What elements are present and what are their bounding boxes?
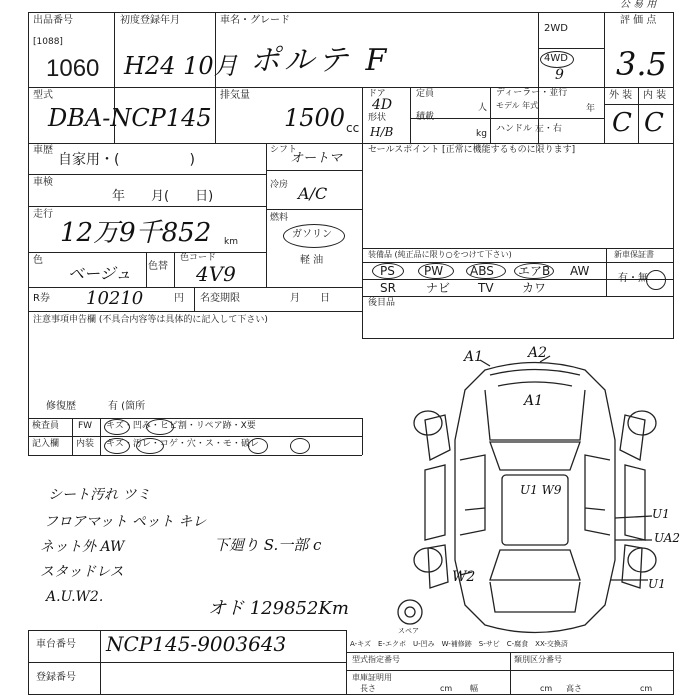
top-right-mark: 公 易 用 bbox=[620, 0, 657, 10]
int-scratch-circle bbox=[104, 438, 130, 454]
int-defects: キズ・汚レ・コゲ・穴・ス・モ・破レ bbox=[106, 439, 259, 449]
equip-abs-circle bbox=[466, 263, 506, 279]
doors-value: 4D bbox=[372, 97, 393, 113]
capacity-label: 定員 bbox=[416, 89, 435, 99]
note-line-1: シート汚れ ツミ bbox=[48, 487, 151, 503]
warranty-value: 有・無 bbox=[618, 273, 648, 284]
color-change-label: 色替 bbox=[148, 261, 168, 272]
equip-navi: ナビ bbox=[426, 281, 451, 295]
equipment-label: 装備品 (純正品に限り○をつけて下さい) bbox=[368, 250, 512, 259]
type-value: DBA-NCP145 bbox=[48, 104, 212, 132]
fuel-label: 燃料 bbox=[270, 213, 289, 223]
fw-scratch-circle bbox=[104, 419, 130, 435]
int-s-circle bbox=[248, 438, 268, 454]
model-grade-label: 車名・グレード bbox=[220, 15, 290, 26]
height-label: 高さ bbox=[566, 684, 582, 693]
sales-point-label: セールスポイント [正常に機能するものに限ります] bbox=[368, 145, 576, 155]
rule bbox=[362, 338, 674, 339]
doors-label: ドア bbox=[368, 89, 386, 99]
chassis-value: NCP145-9003643 bbox=[106, 632, 287, 656]
rule bbox=[28, 630, 29, 694]
shape-value: H/B bbox=[370, 125, 394, 139]
rule bbox=[673, 652, 674, 694]
note-line-3: ネット外 AW bbox=[40, 539, 125, 555]
lot-label: 出品番号 bbox=[33, 15, 73, 26]
mark-u1-right-door: U1 bbox=[652, 507, 670, 521]
mark-a1-front: A1 bbox=[464, 349, 484, 365]
reg-date-label: 初度登録年月 bbox=[120, 15, 180, 26]
handle-label: ハンドル 左・右 bbox=[496, 124, 562, 134]
rule bbox=[266, 143, 267, 287]
spare-label: スペア bbox=[398, 627, 419, 635]
note-undercarriage: 下廻り S.一部 c bbox=[214, 536, 322, 554]
capacity-unit: 人 bbox=[478, 103, 488, 113]
inspector-label-1: 検査員 bbox=[32, 421, 60, 431]
height-unit: cm bbox=[640, 684, 653, 693]
shift-value: オートマ bbox=[290, 151, 343, 166]
score-value: 3.5 bbox=[616, 45, 667, 83]
rule bbox=[28, 455, 362, 456]
rule bbox=[28, 662, 346, 663]
equip-tv: TV bbox=[478, 281, 494, 295]
equip-sr: SR bbox=[380, 281, 396, 295]
rule bbox=[28, 174, 266, 175]
rule bbox=[606, 248, 607, 296]
equip-ps-circle bbox=[372, 263, 404, 279]
warranty-circle bbox=[646, 270, 666, 290]
rule bbox=[28, 694, 674, 695]
mark-ua2-right: UA2 bbox=[654, 531, 681, 545]
rule bbox=[100, 630, 101, 694]
category-value: 自家用・( ) bbox=[58, 152, 195, 168]
shift-label: シフト bbox=[270, 145, 298, 155]
recycle-value: 10210 bbox=[86, 288, 144, 309]
rule bbox=[28, 12, 674, 13]
repair-value: 有 (箇所 bbox=[108, 401, 146, 412]
ac-value: A/C bbox=[298, 184, 328, 203]
rule bbox=[346, 630, 347, 694]
equip-airbag-circle bbox=[514, 263, 554, 279]
equip-leather: カワ bbox=[522, 281, 547, 295]
note-line-5: A.U.W2. bbox=[46, 589, 104, 605]
displacement-unit: cc bbox=[346, 121, 360, 135]
shape-label: 形状 bbox=[368, 113, 387, 123]
lot-code: [1088] bbox=[33, 37, 63, 47]
drive-value: 9 bbox=[555, 67, 564, 83]
color-label: 色 bbox=[33, 255, 43, 266]
dealer-label: ディーラー・並行 bbox=[496, 88, 568, 98]
mileage-label: 走行 bbox=[33, 209, 53, 220]
int-dirt-circle bbox=[136, 438, 164, 454]
mark-a1-hood: A1 bbox=[524, 393, 544, 409]
drive-2wd: 2WD bbox=[544, 23, 568, 34]
displacement-label: 排気量 bbox=[220, 90, 250, 101]
equip-pw: PW bbox=[424, 264, 444, 278]
load-unit: kg bbox=[476, 129, 487, 139]
category-label: 車歴 bbox=[33, 145, 53, 156]
equip-pw-circle bbox=[418, 263, 454, 279]
rule bbox=[28, 436, 362, 437]
rule bbox=[28, 311, 362, 312]
rule bbox=[604, 12, 605, 143]
mileage-unit: km bbox=[224, 237, 238, 247]
int-row-label: 内装 bbox=[76, 439, 95, 449]
rule bbox=[538, 48, 604, 49]
equip-airbag: エアB bbox=[518, 264, 551, 278]
int-m-circle bbox=[290, 438, 310, 454]
defect-legend: A-キズ E-エクボ U-凹み W-補修跡 S-サビ C-腐食 XX-交換済 bbox=[350, 640, 568, 648]
rule bbox=[490, 87, 491, 143]
lot-number: 1060 bbox=[46, 55, 100, 82]
note-line-2: フロアマット ペット キレ bbox=[44, 514, 207, 530]
registration-label: 登録番号 bbox=[36, 672, 76, 683]
color-code-value: 4V9 bbox=[196, 262, 236, 286]
equip-aw: AW bbox=[570, 264, 590, 278]
rule bbox=[28, 87, 674, 88]
exterior-label: 外 装 bbox=[609, 90, 633, 101]
note-line-4: スタッドレス bbox=[40, 564, 124, 580]
rule bbox=[100, 418, 101, 455]
displacement-value: 1500 bbox=[284, 104, 346, 132]
fw-label: FW bbox=[78, 421, 93, 431]
garage-label: 車庫証明用 bbox=[352, 673, 392, 682]
fw-defects: キズ・凹み・ヒビ割・リペア跡・X要 bbox=[106, 421, 256, 431]
equip-ps: PS bbox=[380, 264, 395, 278]
rule bbox=[266, 170, 362, 171]
rule bbox=[28, 418, 362, 419]
length-unit: cm bbox=[440, 684, 453, 693]
ac-label: 冷房 bbox=[270, 180, 289, 190]
year-unit: 年 bbox=[586, 104, 596, 114]
rule bbox=[410, 118, 604, 119]
score-label: 評 価 点 bbox=[620, 15, 657, 26]
inspection-label: 車検 bbox=[33, 177, 53, 188]
rule bbox=[28, 12, 29, 455]
rule bbox=[174, 252, 175, 287]
color-value: ベージュ bbox=[68, 264, 132, 283]
rule bbox=[638, 87, 639, 143]
inspection-value: 年 月( 日) bbox=[112, 189, 214, 204]
rule bbox=[72, 418, 73, 455]
name-change-value: 月 日 bbox=[290, 293, 330, 304]
fuel-diesel: 軽 油 bbox=[300, 255, 324, 266]
model-year-label: モデル 年式 bbox=[496, 101, 539, 110]
model-grade-value: ポルテ F bbox=[250, 43, 391, 78]
drive-4wd: 4WD bbox=[544, 53, 568, 64]
mileage-value: 12万9千852 bbox=[60, 218, 212, 248]
mark-w2-rear: W2 bbox=[452, 569, 476, 585]
rule bbox=[28, 143, 674, 144]
load-label: 積載 bbox=[416, 112, 435, 122]
type-label: 型式 bbox=[33, 90, 53, 101]
rule bbox=[362, 418, 363, 455]
mark-u1w9-roof: U1 W9 bbox=[520, 483, 562, 497]
notes-label: 注意事項申告欄 (不具合内容等は具体的に記入して下さい) bbox=[33, 315, 268, 325]
equip-abs: ABS bbox=[470, 264, 494, 278]
name-change-label: 名変期限 bbox=[200, 293, 240, 304]
rule bbox=[410, 87, 411, 143]
recycle-label: R券 bbox=[33, 293, 50, 304]
rule bbox=[673, 12, 674, 338]
recycle-unit: 円 bbox=[174, 293, 184, 304]
rule bbox=[266, 209, 362, 210]
rule bbox=[362, 87, 363, 338]
interior-label: 内 装 bbox=[643, 90, 667, 101]
attachments-label: 後目品 bbox=[368, 298, 396, 308]
length-label: 長さ bbox=[360, 684, 376, 693]
inspector-label-2: 記入欄 bbox=[32, 439, 60, 449]
fw-dent-circle bbox=[146, 419, 174, 435]
mark-a2-front: A2 bbox=[528, 345, 548, 361]
color-code-label: 色コード bbox=[180, 253, 217, 263]
rule bbox=[510, 652, 511, 694]
reg-date-value: H24 10月 bbox=[124, 52, 238, 80]
note-odometer: オド 129852Km bbox=[208, 598, 349, 619]
mark-u1-right-rear: U1 bbox=[648, 577, 666, 591]
type-spec-label: 型式指定番号 bbox=[352, 655, 400, 664]
warranty-label: 新車保証書 bbox=[614, 250, 654, 259]
interior-grade: C bbox=[644, 108, 664, 138]
class-label: 類別区分番号 bbox=[514, 655, 562, 664]
rule bbox=[362, 296, 674, 297]
rule bbox=[194, 287, 195, 311]
repair-label: 修復歴 bbox=[46, 401, 76, 412]
rule bbox=[28, 206, 266, 207]
exterior-grade: C bbox=[612, 108, 632, 138]
fuel-gasoline: ガソリン bbox=[292, 229, 332, 240]
width-unit: cm bbox=[540, 684, 553, 693]
width-label: 幅 bbox=[470, 684, 478, 693]
chassis-label: 車台番号 bbox=[36, 639, 76, 650]
